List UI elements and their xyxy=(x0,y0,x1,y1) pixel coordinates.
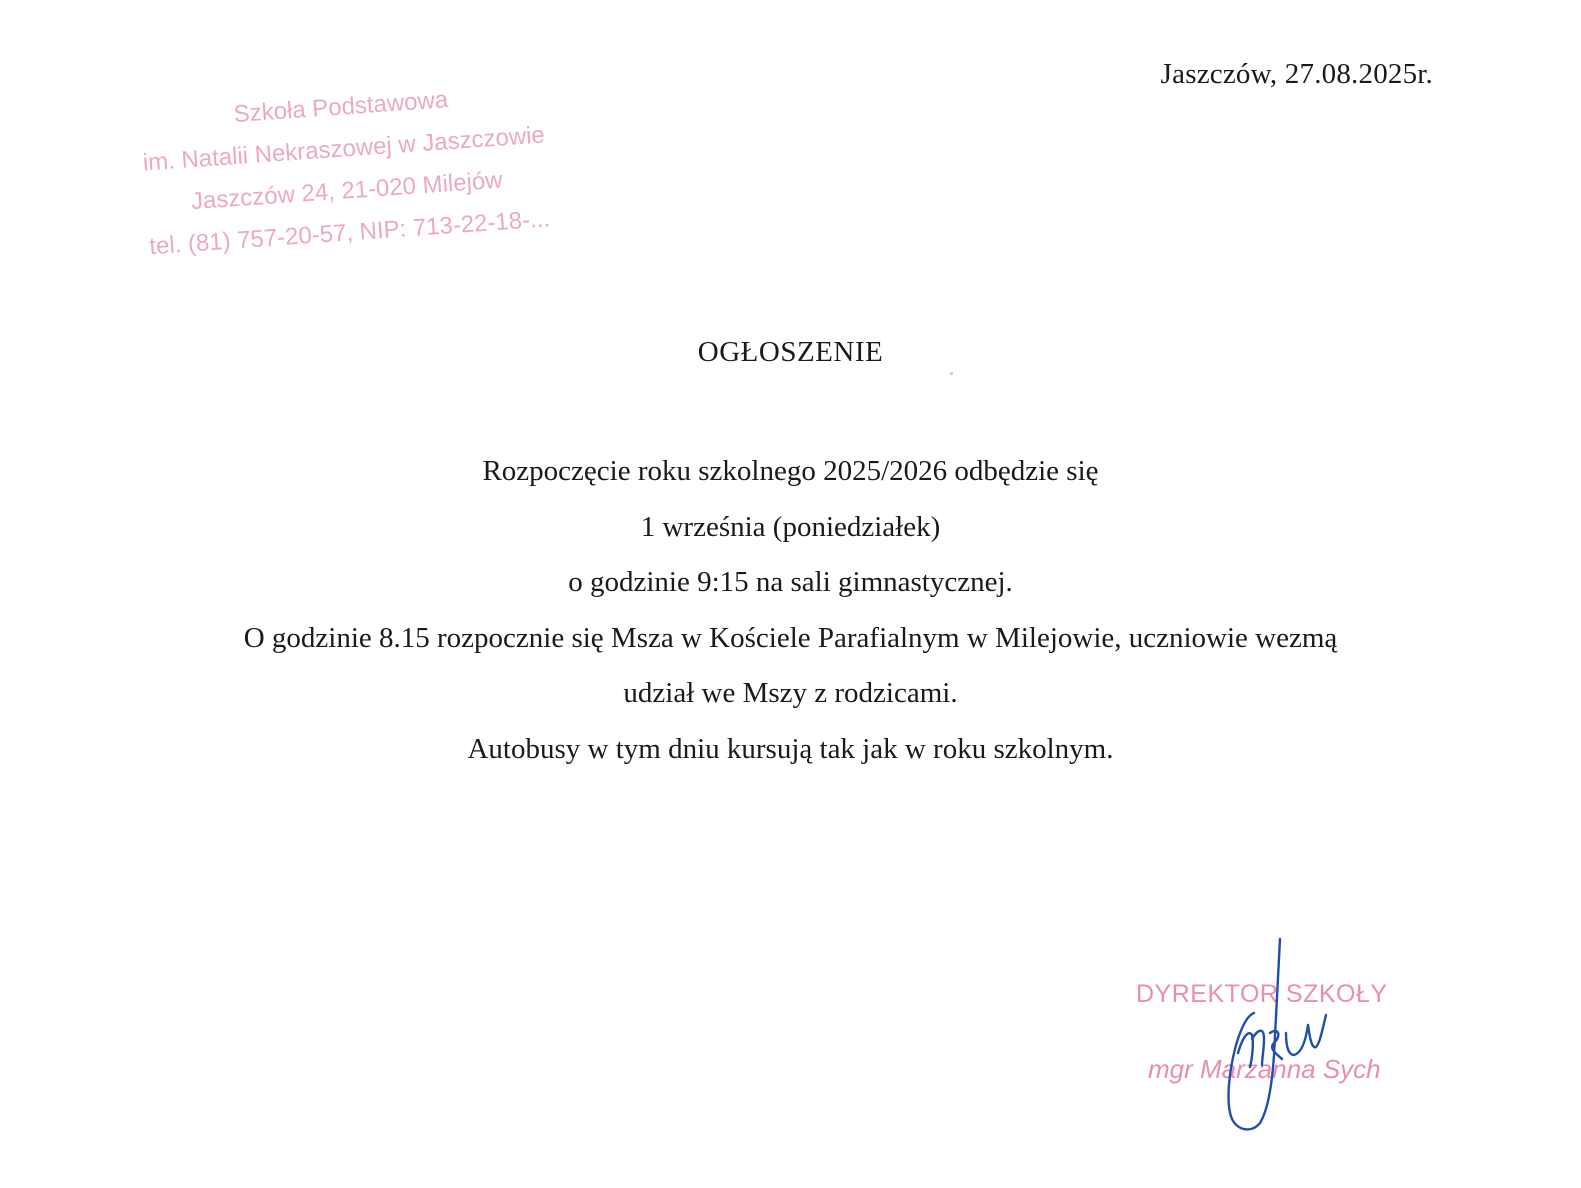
signature-title: DYREKTOR SZKOŁY xyxy=(1136,980,1388,1008)
place-date: Jaszczów, 27.08.2025r. xyxy=(1160,58,1433,90)
scan-speck xyxy=(950,372,953,375)
stamp-line-address: Jaszczów 24, 21-020 Milejów xyxy=(190,166,504,216)
stamp-line-school-name: Szkoła Podstawowa xyxy=(232,86,449,129)
document-title: OGŁOSZENIE xyxy=(697,336,884,368)
body-line: Rozpoczęcie roku szkolnego 2025/2026 odbędzie się xyxy=(482,455,1099,487)
stamp-line-contact: tel. (81) 757-20-57, NIP: 713-22-18-... xyxy=(148,205,551,261)
body-line: o godzinie 9:15 na sali gimnastycznej. xyxy=(568,566,1013,598)
handwritten-signature-icon xyxy=(1208,935,1338,1135)
school-stamp xyxy=(120,71,571,269)
signature-name: mgr Marzanna Sych xyxy=(1148,1054,1381,1084)
body-line: udział we Mszy z rodzicami. xyxy=(623,677,958,709)
body-line: O godzinie 8.15 rozpocznie się Msza w Kościele Parafialnym w Milejowie, uczniowie wezmą xyxy=(243,621,1338,654)
body-line: 1 września (poniedziałek) xyxy=(640,510,941,543)
announcement-body xyxy=(0,444,1581,777)
body-line: Autobusy w tym dniu kursują tak jak w roku szkolnym. xyxy=(467,732,1114,765)
stamp-line-patron: im. Natalii Nekraszowej w Jaszczowie xyxy=(141,121,546,177)
